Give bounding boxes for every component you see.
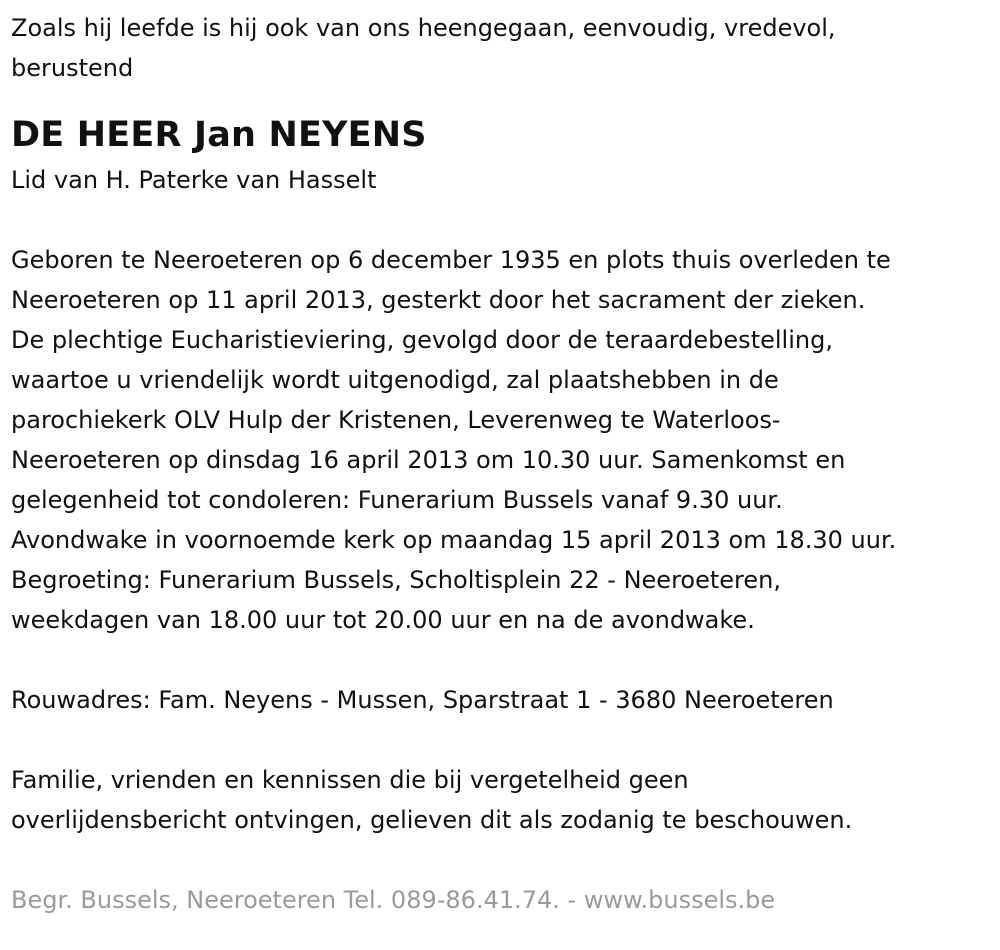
intro-line-2: berustend [11, 54, 134, 82]
announcement-line: Begroeting: Funerarium Bussels, Scholtisplein 22 - Neeroeteren, [11, 566, 781, 594]
announcement-line: Geboren te Neeroeteren op 6 december 1935 en plots thuis overleden te [11, 246, 891, 274]
intro-line-1: Zoals hij leefde is hij ook van ons heengegaan, eenvoudig, vredevol, [11, 14, 836, 42]
announcement-line: gelegenheid tot condoleren: Funerarium Bussels vanaf 9.30 uur. [11, 486, 783, 514]
spacer [11, 840, 990, 880]
mourning-address-text: Rouwadres: Fam. Neyens - Mussen, Sparstraat 1 - 3680 Neeroeteren [11, 686, 834, 714]
announcement-line: Neeroeteren op 11 april 2013, gesterkt door het sacrament der zieken. [11, 286, 866, 314]
family-notice-line-2: overlijdensbericht ontvingen, gelieven dit als zodanig te beschouwen. [11, 806, 853, 834]
announcement-line: parochiekerk OLV Hulp der Kristenen, Leverenweg te Waterloos- [11, 406, 781, 434]
spacer [11, 200, 990, 240]
mourning-address [11, 680, 990, 720]
announcement-line: De plechtige Eucharistieviering, gevolgd door de teraardebestelling, [11, 326, 833, 354]
announcement-paragraph [11, 240, 990, 640]
announcement-line: weekdagen van 18.00 uur tot 20.00 uur en na de avondwake. [11, 606, 755, 634]
family-notice-line-1: Familie, vrienden en kennissen die bij vergetelheid geen [11, 766, 689, 794]
spacer [11, 640, 990, 680]
family-notice [11, 760, 990, 840]
announcement-line: Neeroeteren op dinsdag 16 april 2013 om 10.30 uur. Samenkomst en [11, 446, 846, 474]
funeral-home-footer [11, 880, 990, 920]
footer-text: Begr. Bussels, Neeroeteren Tel. 089-86.41.74. - www.bussels.be [11, 886, 776, 914]
deceased-name: DE HEER Jan NEYENS [11, 115, 427, 155]
announcement-line: waartoe u vriendelijk wordt uitgenodigd, zal plaatshebben in de [11, 366, 779, 394]
announcement-line: Avondwake in voornoemde kerk op maandag 15 april 2013 om 18.30 uur. [11, 526, 897, 554]
deceased-affiliation: Lid van H. Paterke van Hasselt [11, 166, 377, 194]
intro-quote [11, 8, 971, 88]
spacer [11, 720, 990, 760]
